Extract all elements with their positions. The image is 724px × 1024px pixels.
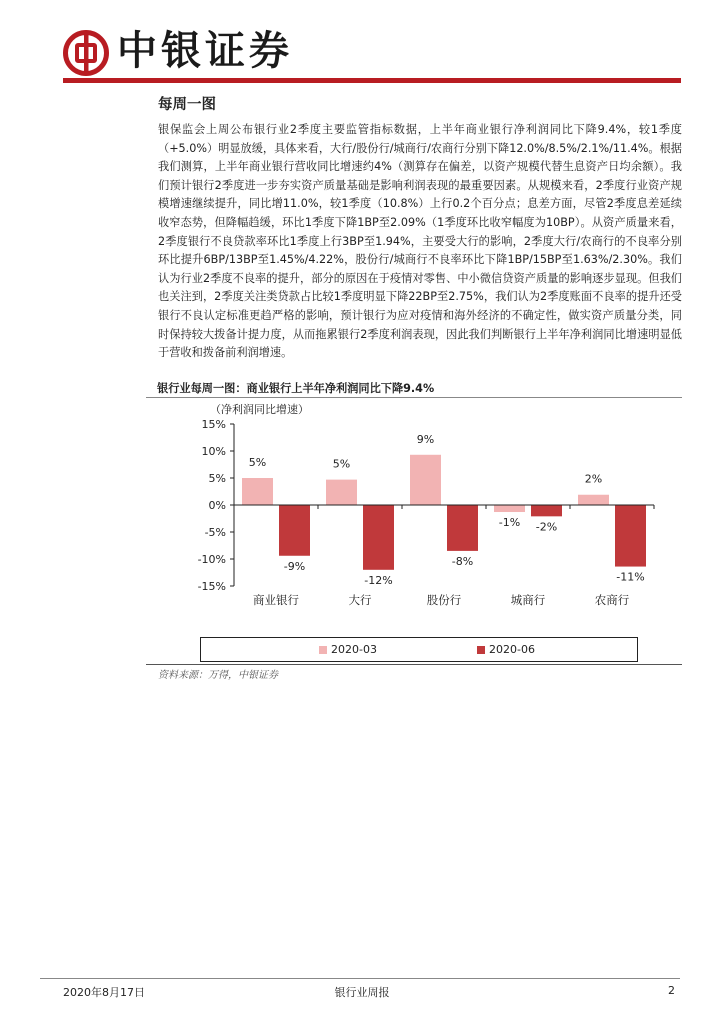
y-tick-label: 15%	[201, 418, 226, 431]
legend-label-2020-03: 2020-03	[331, 643, 377, 656]
data-label: -1%	[498, 516, 521, 530]
plot-area	[198, 418, 654, 607]
bar-2020-06	[615, 505, 646, 567]
y-tick-label: 10%	[201, 445, 226, 458]
bar-2020-06	[447, 505, 478, 551]
header-divider	[63, 78, 681, 83]
data-label: -8%	[451, 554, 474, 568]
source-note: 资料来源：万得，中银证券	[158, 670, 278, 681]
data-label: 5%	[248, 456, 267, 469]
chart-bottom-divider	[146, 664, 682, 665]
footer-divider	[40, 978, 680, 979]
section-title: 每周一图	[158, 97, 216, 113]
bar-2020-06	[531, 505, 562, 516]
x-category-label: 城商行	[510, 593, 546, 607]
body-paragraph: 银保监会上周公布银行业2季度主要监管指标数据，上半年商业银行净利润同比下降9.4%，较1季度（+5.0%）明显放缓，具体来看，大行/股份行/城商行/农商行分别下降12.0%/8.5%/2.1%/11.4%。根据我们测算，上半年商业银行营收同比增速约4%（测算存在偏差，以资产规模代替生息资产日均余额）。我们预计银行2季度进一步夯实资产质量基础是影响利润表现的最重要因素。从规模来看，2季度行业资产规模增速继续提升，同比增11.0%，较1季度（10.8%）上行0.2个百分点；息差方面，尽管2季度息差延续收窄态势，但降幅趋缓，环比1季度下降1BP至2.09%（1季度环比收窄幅度为10BP）。从资产质量来看，2季度银行不良贷款率环比1季度上行3BP至1.94%，主要受大行的影响，2季度大行/农商行的不良率分别环比提升6BP/13BP至1.45%/4.22%，股份行/城商行不良率环比下降1BP/15BP至1.63%/2.30%。我们认为行业2季度不良率的提升，部分的原因在于疫情对零售、中小微信贷资产质量的影响逐步显现。但我们也关注到，2季度关注类贷款占比较1季度明显下降22BP至2.75%，我们认为2季度账面不良率的提升还受银行不良认定标准更趋严格的影响，预计银行为应对疫情和海外经济的不确定性，做实资产质量分类，同时保持较大拨备计提力度，从而拖累银行2季度利润表现，因此我们判断银行上半年净利润同比增速明显低于营收和拨备前利润增速。	[158, 123, 682, 360]
bank-of-china-logo-icon	[63, 30, 109, 76]
y-axis-label: （净利润同比增速）	[210, 403, 309, 416]
chart-title-divider	[146, 397, 682, 398]
y-tick-label: -15%	[197, 580, 226, 593]
chart-title: 银行业每周一图：商业银行上半年净利润同比下降9.4%	[157, 382, 435, 395]
legend-item-2020-03	[319, 643, 377, 656]
x-category-label: 大行	[348, 593, 372, 607]
legend-swatch-2020-06	[477, 646, 485, 654]
bar-2020-06	[363, 505, 394, 570]
bar-2020-03	[578, 495, 609, 505]
y-tick-label: 0%	[208, 499, 226, 512]
data-label: 9%	[416, 432, 435, 446]
bar-2020-03	[326, 480, 357, 505]
legend-swatch-2020-03	[319, 646, 327, 654]
bar-2020-03	[410, 455, 441, 505]
legend-item-2020-06	[477, 643, 535, 656]
y-tick-label: 5%	[208, 472, 226, 485]
footer-report-name: 银行业周报	[334, 986, 390, 999]
x-category-label: 商业银行	[253, 593, 299, 607]
brand-name: 中银证券	[117, 27, 293, 74]
data-label: -9%	[283, 559, 306, 573]
x-category-label: 农商行	[594, 593, 630, 607]
bar-2020-06	[279, 505, 310, 556]
data-label: -2%	[535, 520, 558, 534]
y-tick-label: -5%	[204, 526, 226, 539]
x-category-label: 股份行	[426, 593, 462, 607]
bar-chart	[146, 400, 682, 632]
data-label: -11%	[616, 570, 645, 584]
bar-2020-03	[494, 505, 525, 512]
legend-label-2020-06: 2020-06	[489, 643, 535, 656]
body-text	[158, 121, 682, 363]
footer-date: 2020年8月17日	[63, 986, 145, 999]
page-header	[0, 0, 724, 90]
bar-2020-03	[242, 478, 273, 505]
chart-legend	[200, 637, 638, 662]
data-label: 2%	[584, 472, 603, 486]
y-tick-label: -10%	[197, 553, 226, 566]
data-label: -12%	[364, 573, 393, 587]
data-label: 5%	[332, 457, 351, 471]
footer-page-number: 2	[668, 984, 675, 997]
